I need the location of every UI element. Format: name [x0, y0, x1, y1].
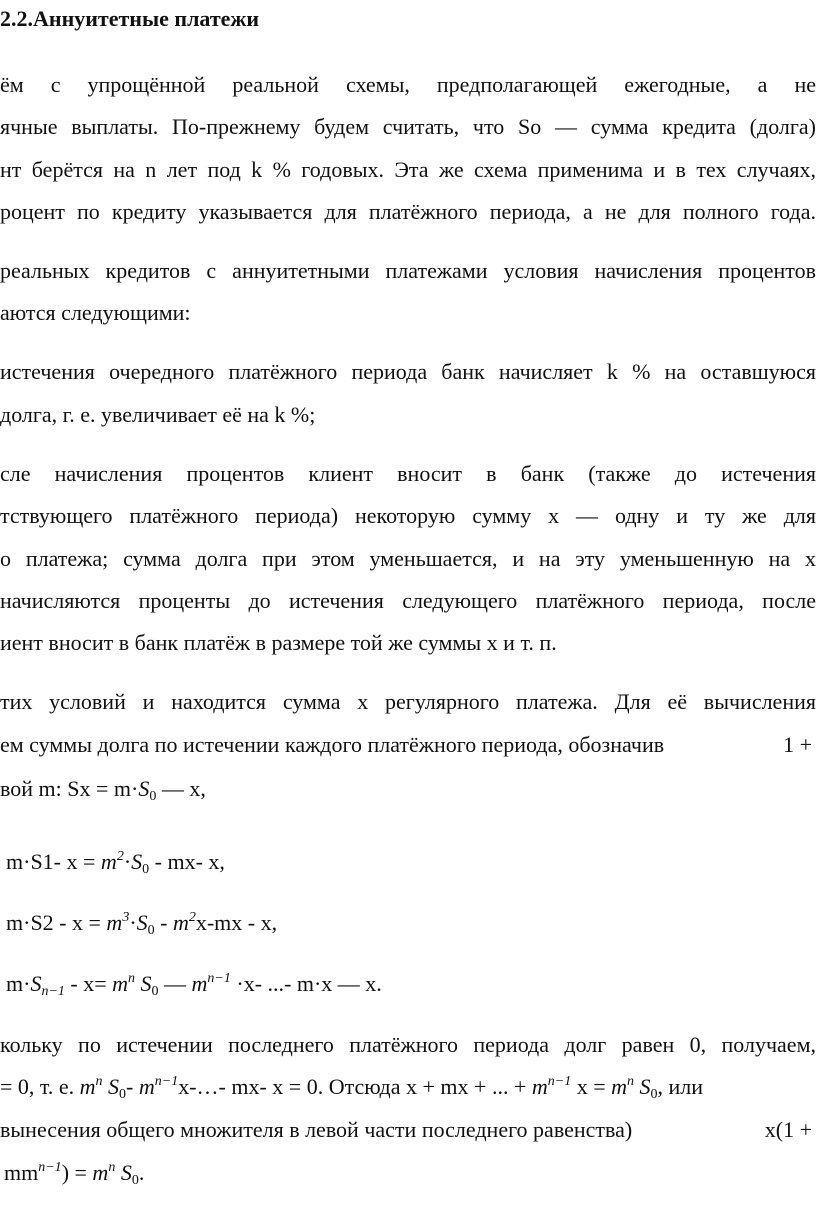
- math-m: m: [172, 910, 189, 935]
- condition-1-line-2: долга, г. е. увеличивает её на k %;: [0, 402, 316, 427]
- math-sup-n1: n−1: [547, 1074, 572, 1089]
- paragraph-4-line-2: = 0, т. е. $m^n$ $S_0-$ $m^{n-1}x-\dots-$ mx- x = 0. Отсюда x + mx + ... + $m^{n-1}$ $x = m^n$ $S_0$, или: [0, 1074, 704, 1102]
- paragraph-2-line-2: аются следующими:: [0, 300, 191, 325]
- math-m: m: [100, 849, 117, 874]
- formula-s3-left: m·S2 - x =: [6, 910, 101, 935]
- section-heading: 2.2.Аннуитетные платежи: [0, 6, 260, 31]
- condition-2-line-4: начисляются проценты до истечения следующего платёжного периода, после: [0, 588, 816, 613]
- math-s: S: [108, 1074, 120, 1099]
- math-sub-0: 0: [151, 984, 159, 999]
- p4-l3-text: вынесения общего множителя в левой части последнего равенства): [0, 1117, 633, 1142]
- formula-sn-left: m·: [6, 971, 31, 996]
- formula-s2-left: m·S1- x =: [6, 849, 96, 874]
- math-sup-n1: n−1: [207, 971, 231, 986]
- paragraph-4-line-4: [4, 1158, 816, 1188]
- math-sup-n: n: [108, 1160, 116, 1175]
- math-s: S: [131, 849, 143, 874]
- math-m: m: [106, 910, 123, 935]
- math-m: m: [112, 971, 129, 996]
- math-m: m: [138, 1074, 155, 1099]
- p4-l2-b: x-…- mx- x = 0. Отсюда x + mx + ... +: [178, 1074, 527, 1099]
- p4-l3-right: x(1 +: [764, 1117, 812, 1142]
- formula-s3-right: x-mx - x,: [195, 910, 278, 935]
- math-sub-n1: n−1: [41, 984, 65, 999]
- p4-l4-b: ) =: [61, 1160, 87, 1185]
- formula-s2-right: - mx- x,: [154, 849, 225, 874]
- math-sup-n: n: [128, 971, 136, 986]
- formula-sn-mid: - x=: [70, 971, 107, 996]
- formula-sn-right: ·x- ...- m·x — x.: [236, 971, 382, 996]
- math-sub-0: 0: [142, 862, 150, 877]
- paragraph-1-line-4: роцент по кредиту указывается для платёжного периода, а не для полного года.: [0, 199, 816, 224]
- formula-s3: $m\cdot S2 - x = m^3\cdot S_0 - m^2x-mx - x$,: [6, 910, 278, 938]
- math-sub-0: 0: [149, 789, 157, 804]
- paragraph-2-line-1: реальных кредитов с аннуитетными платежами условия начисления процентов: [0, 258, 816, 283]
- paragraph-3-line-2-text: ем суммы долга по истечении каждого платёжного периода, обозначив: [0, 732, 665, 757]
- condition-2-line-1: сле начисления процентов клиент вносит в банк (также до истечения: [0, 461, 816, 486]
- math-sub-0: 0: [131, 1173, 139, 1188]
- math-m: m: [531, 1074, 548, 1099]
- math-sup-2: 2: [188, 910, 196, 925]
- p4-l2-a: = 0, т. е.: [0, 1074, 75, 1099]
- p4-l2-d: , или: [657, 1074, 704, 1099]
- formula-sn: [6, 969, 816, 999]
- paragraph-1-line-2: ячные выплаты. По-прежнему будем считать, что So — сумма кредита (долга): [0, 114, 816, 139]
- condition-2-line-3: о платежа; сумма долга при этом уменьшается, и на эту уменьшенную на х: [0, 546, 816, 571]
- math-m: m: [611, 1074, 628, 1099]
- math-sup-n1: n−1: [154, 1074, 179, 1089]
- condition-2-line-5: иент вносит в банк платёж в размере той же суммы х и т. п.: [0, 630, 557, 655]
- math-sup-n: n: [95, 1074, 103, 1089]
- math-s: S: [138, 776, 150, 801]
- math-dot: .: [138, 1160, 145, 1185]
- math-sub-0: 0: [119, 1087, 127, 1102]
- paragraph-3-line-2-right: 1 +: [783, 732, 812, 757]
- formula-sx: [0, 774, 816, 804]
- p4-l4-a: mm: [4, 1160, 39, 1185]
- math-m: m: [191, 971, 208, 996]
- math-sub-0: 0: [650, 1087, 658, 1102]
- math-m: m: [79, 1074, 96, 1099]
- math-s: S: [120, 1160, 132, 1185]
- condition-2-line-2: тствующего платёжного периода) некоторую сумму х — одну и ту же для: [0, 503, 816, 528]
- paragraph-4-line-3: [0, 1115, 816, 1145]
- paragraph-1-line-1: ём с упрощённой реальной схемы, предполагающей ежегодные, а не: [0, 72, 816, 97]
- paragraph-3-line-2: [0, 730, 816, 760]
- math-s: S: [140, 971, 152, 996]
- formula-s2: m·S1- $x = m^2\cdot S_0 - mx-$ x,: [6, 849, 225, 877]
- math-sup-2: 2: [116, 849, 124, 864]
- paragraph-1-line-3: нт берётся на n лет под k % годовых. Эта же схема применима и в тех случаях,: [0, 157, 816, 182]
- condition-1-line-1: истечения очередного платёжного периода банк начисляет k % на оставшуюся: [0, 359, 816, 384]
- paragraph-3-line-1: тих условий и находится сумма х регулярного платежа. Для её вычисления: [0, 689, 816, 714]
- p4-l2-c: x =: [576, 1074, 606, 1099]
- math-s: S: [639, 1074, 651, 1099]
- math-sup-n1: n−1: [38, 1160, 62, 1175]
- formula-sx-right: — х,: [161, 776, 206, 801]
- math-sup-n: n: [627, 1074, 635, 1089]
- formula-sx-left: вой m: Sx = m·: [0, 776, 139, 801]
- math-sub-0: 0: [147, 923, 155, 938]
- formula-sn-dash: —: [164, 971, 187, 996]
- math-sup-3: 3: [122, 910, 130, 925]
- math-s: S: [136, 910, 148, 935]
- paragraph-4-line-1: кольку по истечении последнего платёжного периода долг равен 0, получаем,: [0, 1032, 816, 1057]
- math-s: S: [30, 971, 42, 996]
- math-m: m: [92, 1160, 109, 1185]
